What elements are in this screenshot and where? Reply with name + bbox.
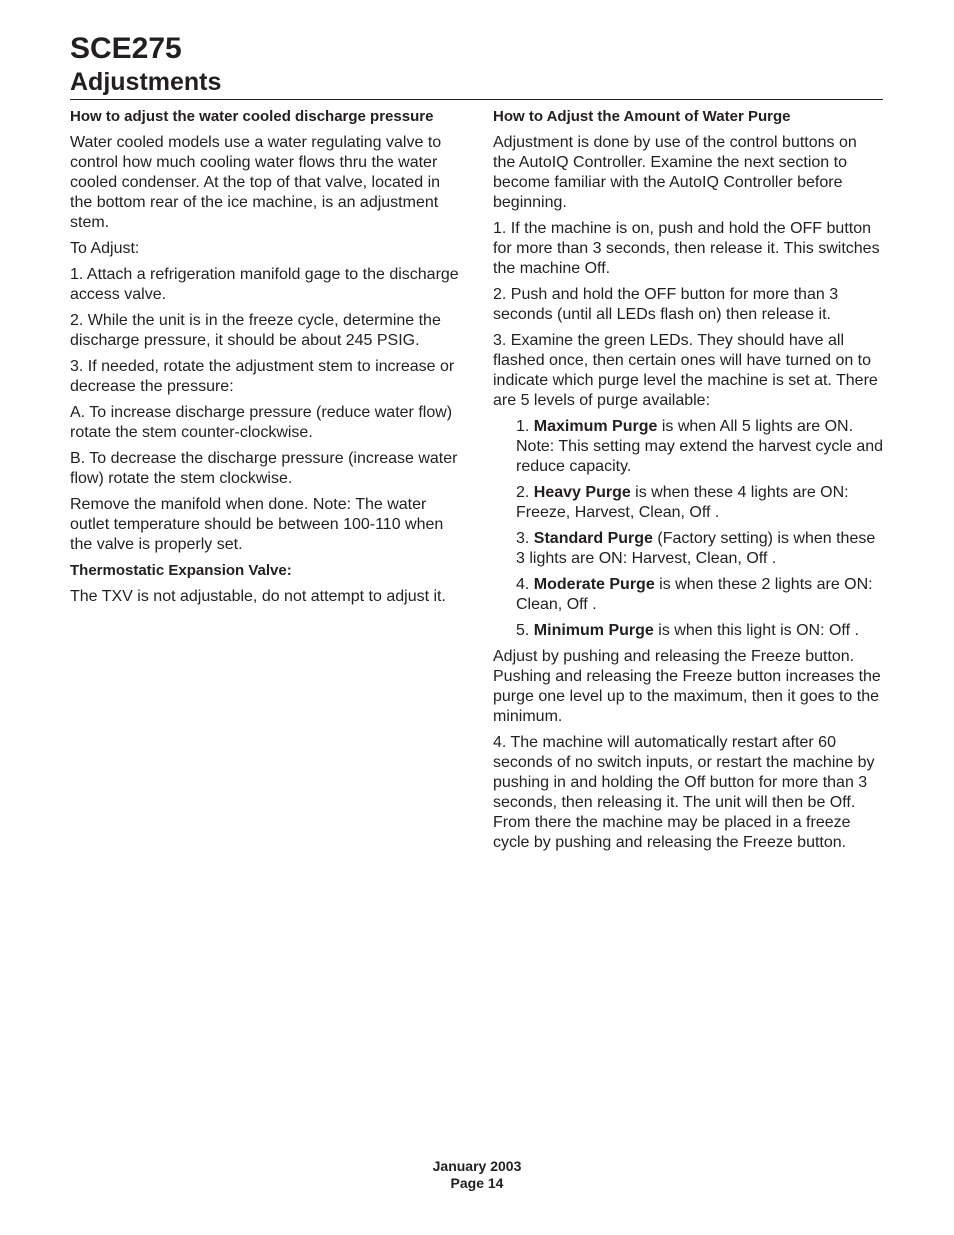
- purge-level-item: 3. Standard Purge (Factory setting) is when these 3 lights are ON: Harvest, Clean, Off .: [516, 530, 876, 567]
- purge-level-name: Maximum Purge: [533, 418, 658, 435]
- page-footer: [0, 1158, 954, 1192]
- purge-level-name: Minimum Purge: [533, 622, 654, 639]
- purge-level-item: 5. Minimum Purge is when this light is ON: Off .: [516, 622, 859, 639]
- paragraph: 3. Examine the green LEDs. They should have all flashed once, then certain ones will have turned on to indicate which purge level the machine is set at. There are 5 levels of purge available:: [493, 332, 878, 409]
- purge-level-name: Moderate Purge: [533, 576, 655, 593]
- paragraph: Remove the manifold when done. Note: The water outlet temperature should be between 100-110 when the valve is properly set.: [70, 496, 444, 553]
- purge-level-name: Heavy Purge: [533, 484, 631, 501]
- purge-level-item: 4. Moderate Purge is when these 2 lights are ON: Clean, Off .: [516, 576, 873, 613]
- paragraph: 4. The machine will automatically restart after 60 seconds of no switch inputs, or restart the machine by pushing in and holding the Off button for more than 3 seconds, then releasing it. The unit will then be Off. From there the machine may be placed in a freeze cycle by pushing and releasing the Freeze button.: [493, 734, 875, 851]
- purge-level-item: 1. Maximum Purge is when All 5 lights are ON. Note: This setting may extend the harvest cycle and reduce capacity.: [516, 418, 884, 475]
- right-column: [493, 107, 883, 859]
- paragraph: The TXV is not adjustable, do not attempt to adjust it.: [70, 588, 446, 605]
- paragraph: A. To increase discharge pressure (reduce water flow) rotate the stem counter-clockwise.: [70, 404, 453, 441]
- paragraph: Adjust by pushing and releasing the Freeze button. Pushing and releasing the Freeze button increases the purge one level up to the maximum, then it goes to the minimum.: [493, 648, 881, 725]
- document-title: SCE275: [70, 32, 182, 65]
- paragraph: 2. Push and hold the OFF button for more than 3 seconds (until all LEDs flash on) then release it.: [493, 286, 839, 323]
- paragraph: 1. Attach a refrigeration manifold gage to the discharge access valve.: [70, 266, 459, 303]
- purge-level-item: 2. Heavy Purge is when these 4 lights are ON: Freeze, Harvest, Clean, Off .: [516, 484, 849, 521]
- page-header: [70, 30, 883, 100]
- paragraph: Water cooled models use a water regulating valve to control how much cooling water flows thru the water cooled condenser. At the top of that valve, located in the bottom rear of the ice machine, is an adjustment stem.: [70, 134, 442, 231]
- purge-level-name: Standard Purge: [533, 530, 653, 547]
- txv-heading: Thermostatic Expansion Valve:: [70, 562, 292, 579]
- footer-date: January 2003: [432, 1158, 522, 1174]
- discharge-pressure-heading: How to adjust the water cooled discharge pressure: [70, 108, 434, 125]
- water-purge-heading: How to Adjust the Amount of Water Purge: [493, 108, 791, 125]
- page-number: Page 14: [450, 1175, 504, 1191]
- paragraph: 2. While the unit is in the freeze cycle, determine the discharge pressure, it should be about 245 PSIG.: [70, 312, 441, 349]
- paragraph: 1. If the machine is on, push and hold the OFF button for more than 3 seconds, then release it. This switches the machine Off.: [493, 220, 880, 277]
- paragraph: Adjustment is done by use of the control buttons on the AutoIQ Controller. Examine the next section to become familiar with the AutoIQ Controller before beginning.: [493, 134, 857, 211]
- paragraph: B. To decrease the discharge pressure (increase water flow) rotate the stem clockwise.: [70, 450, 458, 487]
- left-column: [70, 107, 462, 613]
- paragraph: To Adjust:: [70, 240, 140, 257]
- paragraph: 3. If needed, rotate the adjustment stem to increase or decrease the pressure:: [70, 358, 455, 395]
- section-title: Adjustments: [70, 68, 883, 100]
